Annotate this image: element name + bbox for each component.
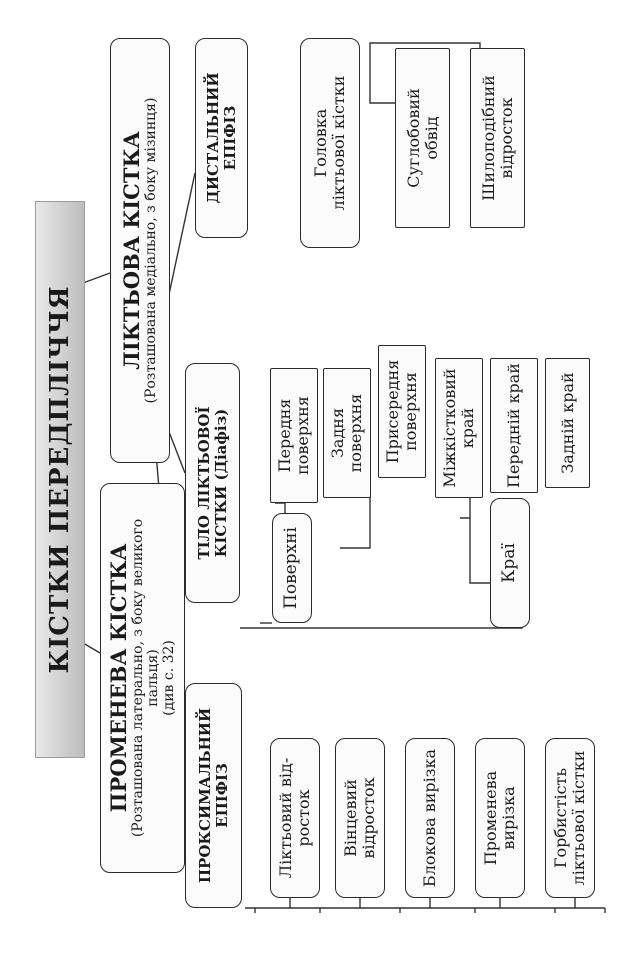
proximal-item-1-line-2: росток	[294, 789, 313, 847]
surface-back-line-2: поверхня	[346, 393, 365, 473]
proximal-item-5-line-2: ліктьової кістки	[569, 750, 588, 886]
ulna-head-line-1: Головка	[311, 108, 331, 178]
distal-item-1-line-1: Суглобовий	[403, 88, 423, 188]
edge-front	[490, 358, 538, 493]
connector-title-radius	[83, 643, 100, 653]
distal-title-1: ДИСТАЛЬНИЙ	[203, 72, 222, 204]
proximal-epiphysis-box	[185, 683, 242, 908]
distal-item-1	[395, 48, 450, 228]
edges-label: Краї	[499, 543, 520, 583]
edge-back	[545, 358, 590, 488]
surface-front-line-1: Передня	[275, 398, 295, 473]
distal-title-2: ЕПІФІЗ	[220, 105, 239, 171]
proximal-item-4	[475, 738, 525, 898]
proximal-item-5-line-1: Горбистість	[551, 767, 571, 869]
proximal-item-3-line-1: Блокова вирізка	[420, 748, 440, 888]
body-title-2: КІСТКИ (Діафіз)	[211, 408, 230, 558]
edges-box	[490, 498, 530, 628]
surface-back	[323, 368, 371, 498]
edge-back-line-1: Задній край	[557, 372, 577, 474]
ulna-head-box	[300, 38, 360, 248]
radius-note-2: (див с. 32)	[161, 640, 178, 716]
edge-interosseous-line-2: край	[458, 407, 477, 449]
surface-front-line-2: поверхня	[293, 396, 312, 475]
edge-interosseous-line-1: Міжкістковий	[440, 368, 460, 488]
radius-name: ПРОМЕНЕВА КІСТКА	[106, 543, 132, 813]
surface-back-line-1: Задня	[328, 407, 348, 459]
proximal-item-1	[270, 738, 320, 898]
surface-medial-line-1: Присередня	[383, 359, 403, 464]
proximal-item-4-line-1: Променева	[481, 770, 501, 866]
connector-title-ulna	[83, 273, 110, 283]
page-title: КІСТКИ ПЕРЕДПЛІЧЧЯ	[35, 201, 85, 758]
connector-proximal-items	[290, 898, 575, 908]
proximal-title-2: ЕПІФІЗ	[212, 763, 231, 828]
distal-item-2-line-1: Шилоподібний	[478, 75, 498, 201]
surfaces-box	[272, 513, 312, 623]
radius-note-1: (Розташована латерально, з боку великого пальця)	[129, 518, 162, 838]
distal-item-1-line-2: обвід	[421, 116, 441, 160]
proximal-item-1-line-1: Ліктьовий від-	[276, 757, 296, 879]
body-box	[185, 363, 240, 603]
ulna-box	[110, 38, 170, 463]
edge-front-line-1: Передній край	[504, 363, 524, 488]
radius-box	[100, 483, 185, 873]
connector-proximal-list	[245, 908, 605, 913]
proximal-item-4-line-2: вирізка	[499, 786, 518, 850]
proximal-item-2-line-2: відросток	[359, 777, 378, 859]
surface-front	[270, 368, 318, 503]
surface-medial	[378, 345, 426, 478]
body-title-1: ТІЛО ЛІКТЬОВОЇ	[194, 406, 213, 560]
ulna-head-line-2: ліктьової кістки	[329, 75, 348, 211]
distal-item-2	[470, 48, 525, 228]
proximal-item-5	[545, 738, 595, 898]
proximal-item-3	[405, 738, 455, 898]
distal-item-2-line-2: відросток	[496, 97, 516, 179]
surfaces-label: Поверхні	[281, 527, 302, 609]
proximal-item-2-line-1: Вінцевий	[341, 779, 361, 857]
distal-epiphysis-box	[195, 38, 248, 238]
ulna-note: (Розташована медіально, з боку мізинця)	[142, 97, 159, 404]
proximal-title-1: ПРОКСИМАЛЬНИЙ	[195, 707, 214, 884]
ulna-name: ЛІКТЬОВА КІСТКА	[119, 131, 145, 370]
edge-interosseous	[435, 358, 483, 498]
surface-medial-line-2: поверхня	[401, 372, 420, 451]
proximal-item-2	[335, 738, 385, 898]
